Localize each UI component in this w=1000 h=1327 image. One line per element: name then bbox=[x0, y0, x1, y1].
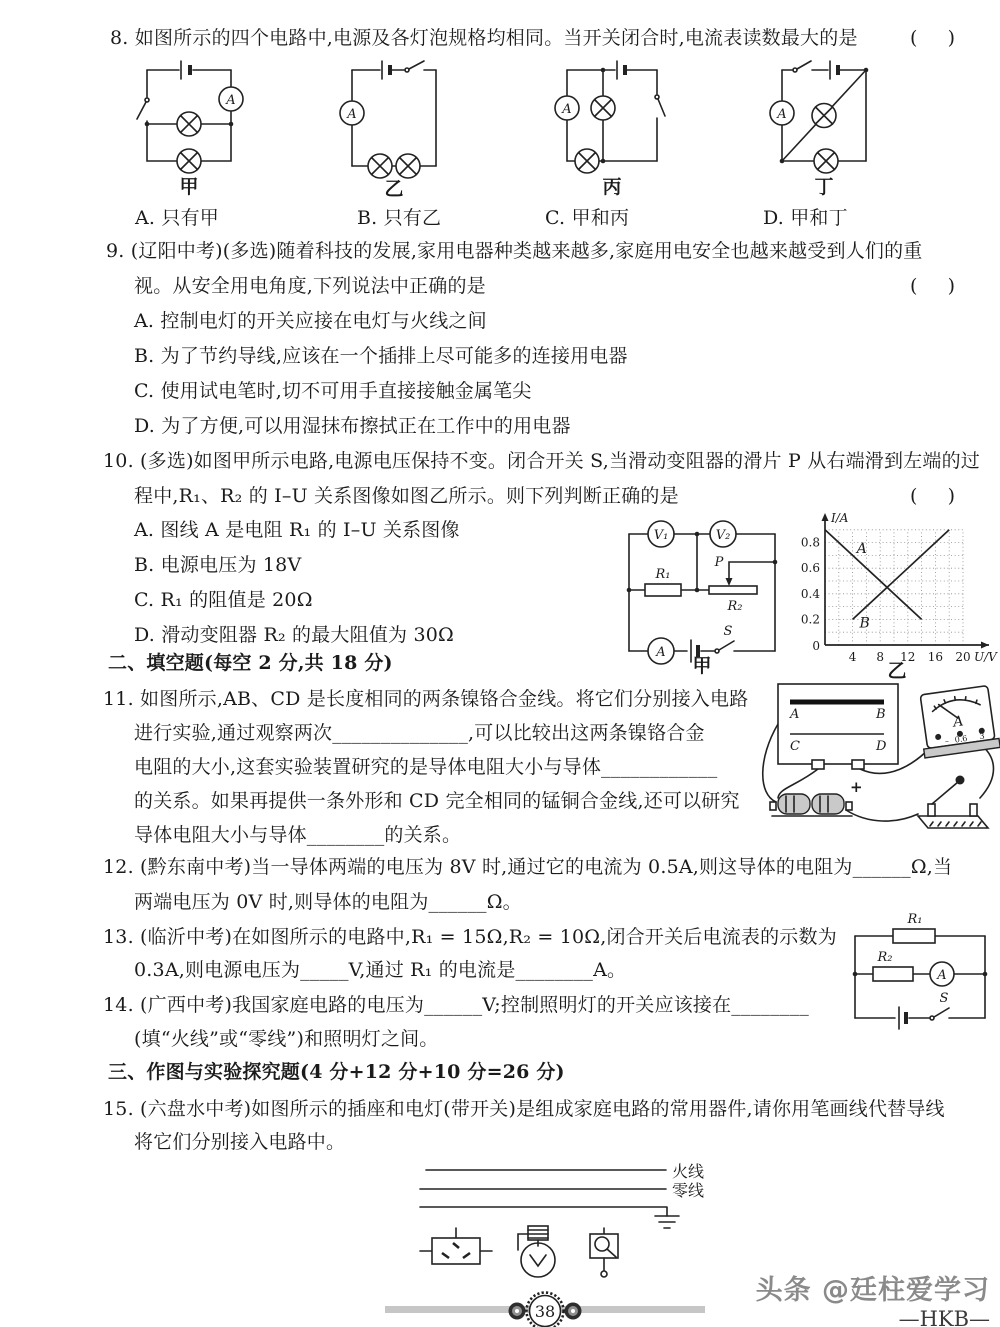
svg-text:+: + bbox=[850, 778, 863, 796]
svg-text:A: A bbox=[347, 107, 357, 122]
svg-text:A: A bbox=[790, 707, 800, 722]
q11-line2: 进行实验,通过观察两次______________,可以比较出这两条镍铬合金 bbox=[134, 722, 705, 744]
q14-line1: 14. (广西中考)我国家庭电路的电压为______V;控制照明灯的开关应该接在________ bbox=[103, 994, 809, 1016]
voltmeter-icon bbox=[710, 521, 736, 547]
wire bbox=[980, 744, 994, 798]
q9-line1: 9. (辽阳中考)(多选)随着科技的发展,家用电器种类越来越多,家庭用电安全也越来越受到人们的重 bbox=[106, 240, 923, 262]
svg-text:B: B bbox=[859, 615, 870, 632]
switch-icon bbox=[715, 624, 734, 653]
q13-line1: 13. (临沂中考)在如图所示的电路中,R₁ = 15Ω,R₂ = 10Ω,闭合开关后电流表的示数为 bbox=[103, 926, 837, 948]
q10-option-b: B. 电源电压为 18V bbox=[134, 554, 302, 576]
svg-text:0.2: 0.2 bbox=[800, 612, 820, 627]
q9-line2: 视。从安全用电角度,下列说法中正确的是 bbox=[134, 275, 486, 297]
svg-text:R₂: R₂ bbox=[877, 950, 893, 965]
switch-icon bbox=[405, 61, 436, 72]
q11-line1: 11. 如图所示,AB、CD 是长度相同的两条镍铬合金线。将它们分别接入电路 bbox=[103, 688, 749, 710]
battery-icon bbox=[830, 61, 838, 79]
q9-option-d: D. 为了方便,可以用湿抹布擦拭正在工作中的用电器 bbox=[134, 415, 571, 437]
svg-text:乙: 乙 bbox=[887, 660, 907, 682]
svg-text:12: 12 bbox=[900, 650, 916, 664]
svg-text:V₂: V₂ bbox=[715, 528, 731, 543]
q9-option-c: C. 使用试电笔时,切不可用手直接接触金属笔尖 bbox=[134, 380, 532, 402]
svg-text:I/A: I/A bbox=[831, 511, 849, 525]
svg-text:3: 3 bbox=[978, 731, 986, 742]
q10-option-d: D. 滑动变阻器 R₂ 的最大阻值为 30Ω bbox=[134, 624, 455, 646]
svg-text:A: A bbox=[952, 713, 965, 731]
q12-line1: 12. (黔东南中考)当一导体两端的电压为 8V 时,通过它的电流为 0.5A,则这导体的电阻为______Ω,当 bbox=[103, 856, 953, 878]
battery-icon bbox=[899, 1007, 906, 1029]
svg-text:A: A bbox=[937, 968, 947, 983]
resistor-icon bbox=[873, 950, 913, 981]
svg-text:D: D bbox=[876, 739, 887, 754]
svg-text:0.4: 0.4 bbox=[800, 586, 820, 601]
voltmeter-icon bbox=[648, 521, 674, 547]
q10-line1: 10. (多选)如图甲所示电路,电源电压保持不变。闭合开关 S,当滑动变阻器的滑片 P 从右端滑到左端的过 bbox=[103, 450, 981, 472]
q10-answer-paren: ( ) bbox=[910, 485, 956, 507]
q15-wiring-figure bbox=[388, 1152, 722, 1304]
switch-icon bbox=[793, 61, 811, 72]
svg-text:R₁: R₁ bbox=[907, 912, 923, 927]
q8-circuit-ding-figure bbox=[768, 58, 880, 198]
svg-text:0.6: 0.6 bbox=[954, 733, 969, 745]
ammeter-icon bbox=[555, 96, 579, 120]
switch-icon bbox=[930, 991, 949, 1020]
q8-option-b: B. 只有乙 bbox=[357, 207, 442, 229]
wire bbox=[846, 810, 918, 821]
q8-circuit-bing-figure bbox=[553, 58, 671, 198]
q13-circuit-figure bbox=[845, 910, 997, 1052]
q8-option-d: D. 甲和丁 bbox=[763, 207, 848, 229]
watermark bbox=[690, 1268, 990, 1327]
circuit-caption: 丙 bbox=[602, 176, 622, 198]
q9-option-b: B. 为了节约导线,应该在一个插排上尽可能多的连接用电器 bbox=[134, 345, 628, 367]
circuit-caption: 甲 bbox=[692, 655, 712, 677]
switch-icon bbox=[137, 70, 149, 124]
knife-switch-icon bbox=[918, 776, 988, 829]
q15-line1: 15. (六盘水中考)如图所示的插座和电灯(带开关)是组成家庭电路的常用器件,请你用笔画线代替导线 bbox=[103, 1098, 945, 1120]
bulb-icon bbox=[814, 149, 838, 173]
bulb-icon bbox=[591, 96, 615, 120]
wire bbox=[352, 70, 436, 166]
socket-icon bbox=[420, 1228, 492, 1264]
ammeter-icon bbox=[219, 87, 243, 111]
svg-text:A: A bbox=[656, 645, 666, 660]
circuit-caption: 丁 bbox=[814, 176, 834, 198]
q11-line5: 导体电阻大小与导体________的关系。 bbox=[134, 824, 462, 846]
neutral-wire-label: 零线 bbox=[672, 1181, 705, 1200]
bulb-icon bbox=[396, 154, 420, 178]
q11-line4: 的关系。如果再提供一条外形和 CD 完全相同的锰铜合金线,还可以研究 bbox=[134, 790, 740, 812]
q13-line2: 0.3A,则电源电压为_____V,通过 R₁ 的电流是________A。 bbox=[134, 959, 627, 981]
q9-answer-paren: ( ) bbox=[910, 275, 956, 297]
switch-icon bbox=[655, 95, 665, 161]
bulb-icon bbox=[368, 154, 392, 178]
svg-text:U/V: U/V bbox=[974, 650, 997, 664]
battery-icon bbox=[181, 61, 190, 79]
lamp-icon bbox=[518, 1226, 555, 1277]
resistor-icon bbox=[893, 912, 935, 943]
q8-option-c: C. 甲和丙 bbox=[545, 207, 630, 229]
q8-circuit-yi-figure bbox=[338, 58, 450, 198]
rosette-icon bbox=[565, 1303, 582, 1320]
battery-icon bbox=[382, 61, 390, 79]
q15-line2: 将它们分别接入电路中。 bbox=[134, 1131, 346, 1153]
battery-icon bbox=[617, 61, 625, 79]
q10-line2: 程中,R₁、R₂ 的 I–U 关系图像如图乙所示。则下列判断正确的是 bbox=[134, 485, 679, 507]
q9-option-a: A. 控制电灯的开关应接在电灯与火线之间 bbox=[134, 310, 487, 332]
ammeter-icon bbox=[648, 638, 674, 664]
svg-text:R₁: R₁ bbox=[655, 567, 671, 582]
meter-icon bbox=[916, 685, 1000, 758]
q10-option-c: C. R₁ 的阻值是 20Ω bbox=[134, 589, 313, 611]
svg-text:16: 16 bbox=[927, 650, 944, 664]
svg-text:B: B bbox=[876, 707, 886, 722]
ammeter-icon bbox=[340, 101, 364, 125]
rheostat-icon bbox=[709, 555, 777, 614]
wire-board bbox=[778, 684, 898, 769]
page-number: 38 bbox=[534, 1302, 556, 1321]
q8-circuit-jia-figure bbox=[133, 58, 245, 198]
svg-text:0.6: 0.6 bbox=[800, 561, 820, 576]
ammeter-icon bbox=[930, 962, 954, 986]
circuit-caption: 甲 bbox=[179, 176, 199, 198]
svg-text:C: C bbox=[790, 739, 800, 754]
q8-text: 8. 如图所示的四个电路中,电源及各灯泡规格均相同。当开关闭合时,电流表读数最大的是 bbox=[110, 27, 858, 49]
svg-text:–: – bbox=[944, 736, 950, 746]
svg-text:S: S bbox=[939, 991, 949, 1006]
bulb-icon bbox=[177, 112, 201, 136]
svg-text:4: 4 bbox=[848, 650, 857, 664]
circuit-caption: 乙 bbox=[384, 178, 404, 200]
svg-text:P: P bbox=[714, 555, 724, 570]
rosette-icon bbox=[509, 1303, 526, 1320]
q12-line2: 两端电压为 0V 时,则导体的电阻为______Ω。 bbox=[134, 891, 522, 913]
q10-option-a: A. 图线 A 是电阻 R₁ 的 I–U 关系图像 bbox=[134, 519, 460, 541]
svg-text:0: 0 bbox=[812, 639, 820, 653]
watermark-text: 头条 @廷柱爱学习 bbox=[755, 1275, 990, 1306]
svg-text:A: A bbox=[226, 93, 236, 108]
bulb-icon bbox=[812, 104, 836, 128]
page-number-medallion bbox=[505, 1286, 585, 1327]
section2-title: 二、填空题(每空 2 分,共 18 分) bbox=[108, 652, 393, 674]
q8-option-a: A. 只有甲 bbox=[135, 207, 220, 229]
svg-text:A: A bbox=[777, 107, 787, 122]
earth-wire bbox=[420, 1207, 667, 1216]
q10-circuit-figure bbox=[617, 520, 787, 677]
svg-text:V₁: V₁ bbox=[653, 528, 669, 543]
ammeter-icon bbox=[770, 101, 794, 125]
section3-title: 三、作图与实验探究题(4 分+12 分+10 分=26 分) bbox=[108, 1061, 565, 1083]
svg-text:A: A bbox=[562, 102, 572, 117]
live-wire-label: 火线 bbox=[672, 1162, 705, 1181]
q14-line2: (填“火线”或“零线”)和照明灯之间。 bbox=[134, 1028, 439, 1050]
svg-text:A: A bbox=[856, 540, 867, 557]
bulb-icon bbox=[575, 149, 599, 173]
svg-text:S: S bbox=[723, 624, 733, 639]
resistor-icon bbox=[645, 567, 681, 596]
svg-text:8: 8 bbox=[876, 650, 885, 664]
svg-text:R₂: R₂ bbox=[727, 599, 743, 614]
battery-pack-icon bbox=[770, 778, 863, 816]
wire bbox=[763, 724, 778, 802]
q11-line3: 电阻的大小,这套实验装置研究的是导体电阻大小与导体____________ bbox=[134, 756, 718, 778]
pull-switch-icon bbox=[590, 1228, 618, 1277]
bulb-icon bbox=[177, 149, 201, 173]
ground-icon bbox=[655, 1216, 679, 1228]
q8-answer-paren: ( ) bbox=[910, 27, 956, 49]
brand-text: —HKB— bbox=[898, 1307, 990, 1327]
q10-iu-graph bbox=[797, 503, 997, 682]
svg-text:20: 20 bbox=[955, 650, 971, 664]
svg-text:0.8: 0.8 bbox=[800, 535, 820, 550]
q11-apparatus-figure bbox=[766, 676, 998, 838]
